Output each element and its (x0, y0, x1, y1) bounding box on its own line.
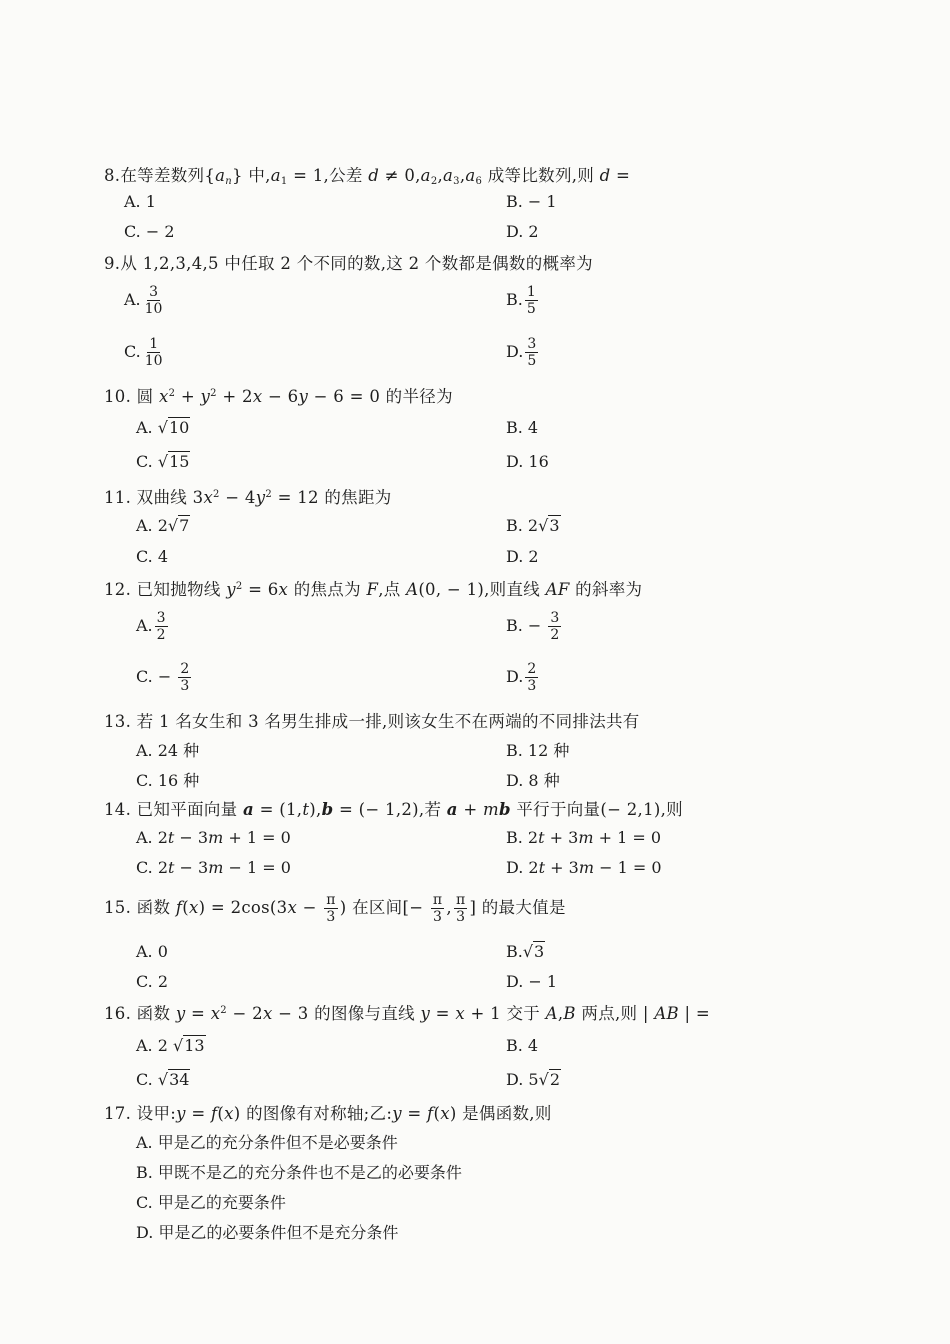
fraction: $\frac{3}{2}$ (550, 610, 560, 643)
question-10-option-d: D. 16 (506, 452, 549, 471)
question-11-option-c: C. 4 (136, 547, 169, 566)
question-8-option-b: B. − 1 (506, 192, 557, 211)
question-14-option-d: D. 2t + 3m − 1 = 0 (506, 858, 662, 877)
question-17-option-b: B. 甲既不是乙的充分条件也不是乙的必要条件 (136, 1163, 462, 1182)
fraction: $\frac{\pi}{3}$ (432, 892, 443, 925)
square-root: √3 (538, 516, 560, 535)
question-9-option-a: A. $\frac{3}{10}$ (124, 284, 163, 317)
square-root: √2 (538, 1070, 560, 1089)
question-17-option-d: D. 甲是乙的必要条件但不是充分条件 (136, 1223, 399, 1242)
question-10-option-c: C. √15 (136, 452, 190, 471)
question-13-stem: 13. 若 1 名女生和 3 名男生排成一排,则该女生不在两端的不同排法共有 (104, 712, 640, 731)
question-9-option-c: C. $\frac{1}{10}$ (124, 336, 163, 369)
fraction: $\frac{2}{3}$ (527, 661, 537, 694)
question-10-option-b: B. 4 (506, 418, 539, 437)
question-13-option-c: C. 16 种 (136, 771, 200, 790)
question-14-option-c: C. 2t − 3m − 1 = 0 (136, 858, 291, 877)
question-14-option-b: B. 2t + 3m + 1 = 0 (506, 828, 661, 847)
question-11-option-b: B. 2√3 (506, 516, 560, 535)
question-17-option-c: C. 甲是乙的充要条件 (136, 1193, 286, 1212)
square-root: √13 (173, 1036, 205, 1055)
question-15-stem: 15. 函数 f(x) = 2cos(3x − $\frac{\pi}{3}$ ) 在区间[− $\frac{\pi}{3}$ , $\frac{\pi}{3}$ ] 的最大值是 (104, 892, 566, 925)
question-8-option-c: C. − 2 (124, 222, 175, 241)
question-9-option-d: D. $\frac{3}{5}$ (506, 336, 537, 369)
question-14-option-a: A. 2t − 3m + 1 = 0 (136, 828, 291, 847)
question-17-option-a: A. 甲是乙的充分条件但不是必要条件 (136, 1133, 398, 1152)
question-17-stem: 17. 设甲:y = f(x) 的图像有对称轴;乙:y = f(x) 是偶函数,则 (104, 1104, 552, 1123)
question-12-option-a: A. $\frac{3}{2}$ (136, 610, 166, 643)
question-12-stem: 12. 已知抛物线 $y^2 = 6x$ 的焦点为 F,点 A(0, − 1),则直线 AF 的斜率为 (104, 580, 643, 599)
fraction: $\frac{\pi}{3}$ (326, 892, 336, 925)
fraction: $\frac{\pi}{3}$ (455, 892, 466, 925)
square-root: √34 (157, 1070, 190, 1089)
square-root: √15 (157, 452, 190, 471)
question-10-stem: 10. 圆 $x^2 + y^2 + 2x - 6y - 6 = 0$ 的半径为 (104, 387, 453, 406)
question-15-option-a: A. 0 (136, 942, 168, 961)
question-9-option-b: B. $\frac{1}{5}$ (506, 284, 536, 317)
question-9-stem: 9.从 1,2,3,4,5 中任取 2 个不同的数,这 2 个数都是偶数的概率为 (104, 254, 593, 273)
question-16-option-c: C. √34 (136, 1070, 190, 1089)
question-13-option-d: D. 8 种 (506, 771, 560, 790)
question-11-option-d: D. 2 (506, 547, 539, 566)
question-13-option-b: B. 12 种 (506, 741, 570, 760)
fraction: $\frac{1}{10}$ (144, 336, 163, 369)
question-16-option-d: D. 5√2 (506, 1070, 560, 1089)
fraction: $\frac{2}{3}$ (180, 661, 190, 694)
square-root: √10 (157, 418, 190, 437)
square-root: √3 (522, 942, 545, 961)
question-12-option-c: C. − $\frac{2}{3}$ (136, 661, 190, 694)
question-16-option-b: B. 4 (506, 1036, 539, 1055)
question-12-option-d: D. $\frac{2}{3}$ (506, 661, 537, 694)
question-16-option-a: A. 2 √13 (136, 1036, 205, 1055)
question-11-option-a: A. 2√7 (136, 516, 190, 535)
question-11-stem: 11. 双曲线 $3x^2 - 4y^2 = 12$ 的焦距为 (104, 488, 392, 507)
fraction: $\frac{3}{2}$ (156, 610, 166, 643)
question-13-option-a: A. 24 种 (136, 741, 200, 760)
question-12-option-b: B. − $\frac{3}{2}$ (506, 610, 560, 643)
fraction: $\frac{1}{5}$ (526, 284, 536, 317)
fraction: $\frac{3}{10}$ (144, 284, 163, 317)
question-15-option-b: B.√3 (506, 942, 545, 961)
question-10-option-a: A. √10 (136, 418, 190, 437)
question-16-stem: 16. 函数 $y = x^2 - 2x - 3$ 的图像与直线 y = x + 1 交于 A,B 两点,则 | AB | = (104, 1004, 711, 1023)
question-8-stem: 8.在等差数列$\{a_n\}$ 中$,a_1 = 1$,公差 $d \ne 0,a_2,a_3,a_6$ 成等比数列,则 d = (104, 166, 631, 187)
question-15-option-c: C. 2 (136, 972, 169, 991)
fraction: $\frac{3}{5}$ (527, 336, 537, 369)
question-14-stem: 14. 已知平面向量 a = (1,t),b = (− 1,2),若 a + mb 平行于向量(− 2,1),则 (104, 800, 683, 819)
question-8-option-d: D. 2 (506, 222, 539, 241)
question-15-option-d: D. − 1 (506, 972, 558, 991)
question-8-option-a: A. 1 (124, 192, 156, 211)
square-root: √7 (167, 516, 190, 535)
